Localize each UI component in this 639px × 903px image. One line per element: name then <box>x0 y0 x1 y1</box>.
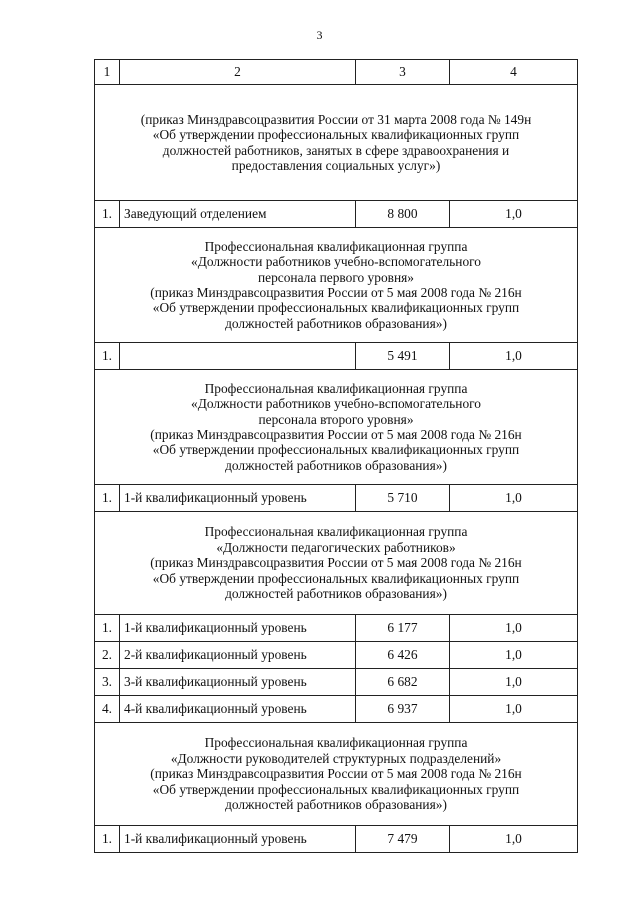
group-heading-line: персонала второго уровня» <box>258 411 414 427</box>
group-heading-line: должностей работников, занятых в сфере здравоохранения и <box>162 142 510 158</box>
group-heading <box>95 723 578 826</box>
column-number-2: 2 <box>120 60 356 85</box>
group-heading <box>95 370 578 485</box>
row-number: 4. <box>95 696 120 723</box>
table-row <box>95 696 578 723</box>
position-name: 3-й квалификационный уровень <box>120 669 356 696</box>
group-heading-line: Профессиональная квалификационная группа <box>204 380 468 396</box>
column-number-4: 4 <box>450 60 578 85</box>
group-heading-line: Профессиональная квалификационная группа <box>204 238 468 254</box>
salary-value: 6 426 <box>356 642 450 669</box>
coefficient-value: 1,0 <box>450 826 578 853</box>
group-heading-line: предоставления социальных услуг») <box>231 157 441 173</box>
group-row <box>95 723 578 826</box>
group-row <box>95 85 578 201</box>
row-number: 3. <box>95 669 120 696</box>
salary-value: 8 800 <box>356 201 450 228</box>
group-heading-line: «Должности педагогических работников» <box>216 539 456 555</box>
position-name: 2-й квалификационный уровень <box>120 642 356 669</box>
group-heading-line: (приказ Минздравсоцразвития России от 5 мая 2008 года № 216н <box>150 766 522 782</box>
salary-value: 5 491 <box>356 343 450 370</box>
group-heading-line: (приказ Минздравсоцразвития России от 5 мая 2008 года № 216н <box>150 555 522 571</box>
coefficient-value: 1,0 <box>450 615 578 642</box>
position-name: 4-й квалификационный уровень <box>120 696 356 723</box>
group-heading-line: персонала первого уровня» <box>257 269 414 285</box>
group-heading <box>95 85 578 201</box>
group-heading-line: должностей работников образования») <box>225 315 447 331</box>
group-heading-line: «Об утверждении профессиональных квалификационных групп <box>152 442 520 458</box>
table-row <box>95 343 578 370</box>
group-heading-line: «Должности работников учебно-вспомогательного <box>191 396 481 412</box>
group-heading-line: Профессиональная квалификационная группа <box>204 524 468 540</box>
row-number: 2. <box>95 642 120 669</box>
position-name: 1-й квалификационный уровень <box>120 485 356 512</box>
salary-value: 5 710 <box>356 485 450 512</box>
page-number: 3 <box>316 28 323 42</box>
salary-value: 6 177 <box>356 615 450 642</box>
group-heading-line: (приказ Минздравсоцразвития России от 31 марта 2008 года № 149н <box>140 111 532 127</box>
group-heading-line: должностей работников образования») <box>225 586 447 602</box>
row-number: 1. <box>95 343 120 370</box>
salary-value: 7 479 <box>356 826 450 853</box>
table-row <box>95 642 578 669</box>
group-heading-line: должностей работников образования») <box>225 797 447 813</box>
group-heading <box>95 512 578 615</box>
group-heading <box>95 228 578 343</box>
group-heading-line: «Об утверждении профессиональных квалификационных групп <box>152 781 520 797</box>
position-name: Заведующий отделением <box>120 201 356 228</box>
table-row <box>95 201 578 228</box>
column-number-row <box>95 60 578 85</box>
position-name: 1-й квалификационный уровень <box>120 826 356 853</box>
coefficient-value: 1,0 <box>450 485 578 512</box>
group-heading-line: (приказ Минздравсоцразвития России от 5 мая 2008 года № 216н <box>150 427 522 442</box>
coefficient-value: 1,0 <box>450 696 578 723</box>
group-heading-line: должностей работников образования») <box>225 457 447 473</box>
table-row <box>95 669 578 696</box>
row-number: 1. <box>95 485 120 512</box>
salary-value: 6 682 <box>356 669 450 696</box>
coefficient-value: 1,0 <box>450 669 578 696</box>
coefficient-value: 1,0 <box>450 343 578 370</box>
coefficient-value: 1,0 <box>450 201 578 228</box>
table-row <box>95 826 578 853</box>
column-number-3: 3 <box>356 60 450 85</box>
group-heading-line: «Должности работников учебно-вспомогательного <box>191 254 481 270</box>
coefficient-value: 1,0 <box>450 642 578 669</box>
group-heading-line: «Должности руководителей структурных подразделений» <box>170 750 502 766</box>
position-name <box>120 343 356 370</box>
group-heading-line: «Об утверждении профессиональных квалификационных групп <box>152 570 520 586</box>
row-number: 1. <box>95 826 120 853</box>
salary-table <box>94 59 578 853</box>
group-heading-line: (приказ Минздравсоцразвития России от 5 мая 2008 года № 216н <box>150 285 522 300</box>
row-number: 1. <box>95 615 120 642</box>
row-number: 1. <box>95 201 120 228</box>
position-name: 1-й квалификационный уровень <box>120 615 356 642</box>
salary-value: 6 937 <box>356 696 450 723</box>
table-row <box>95 485 578 512</box>
column-number-1: 1 <box>95 60 120 85</box>
table-row <box>95 615 578 642</box>
group-row <box>95 370 578 485</box>
group-heading-line: Профессиональная квалификационная группа <box>204 735 468 751</box>
group-row <box>95 228 578 343</box>
salary-table-body <box>95 60 578 853</box>
group-row <box>95 512 578 615</box>
group-heading-line: «Об утверждении профессиональных квалификационных групп <box>152 127 520 143</box>
group-heading-line: «Об утверждении профессиональных квалификационных групп <box>152 300 520 316</box>
